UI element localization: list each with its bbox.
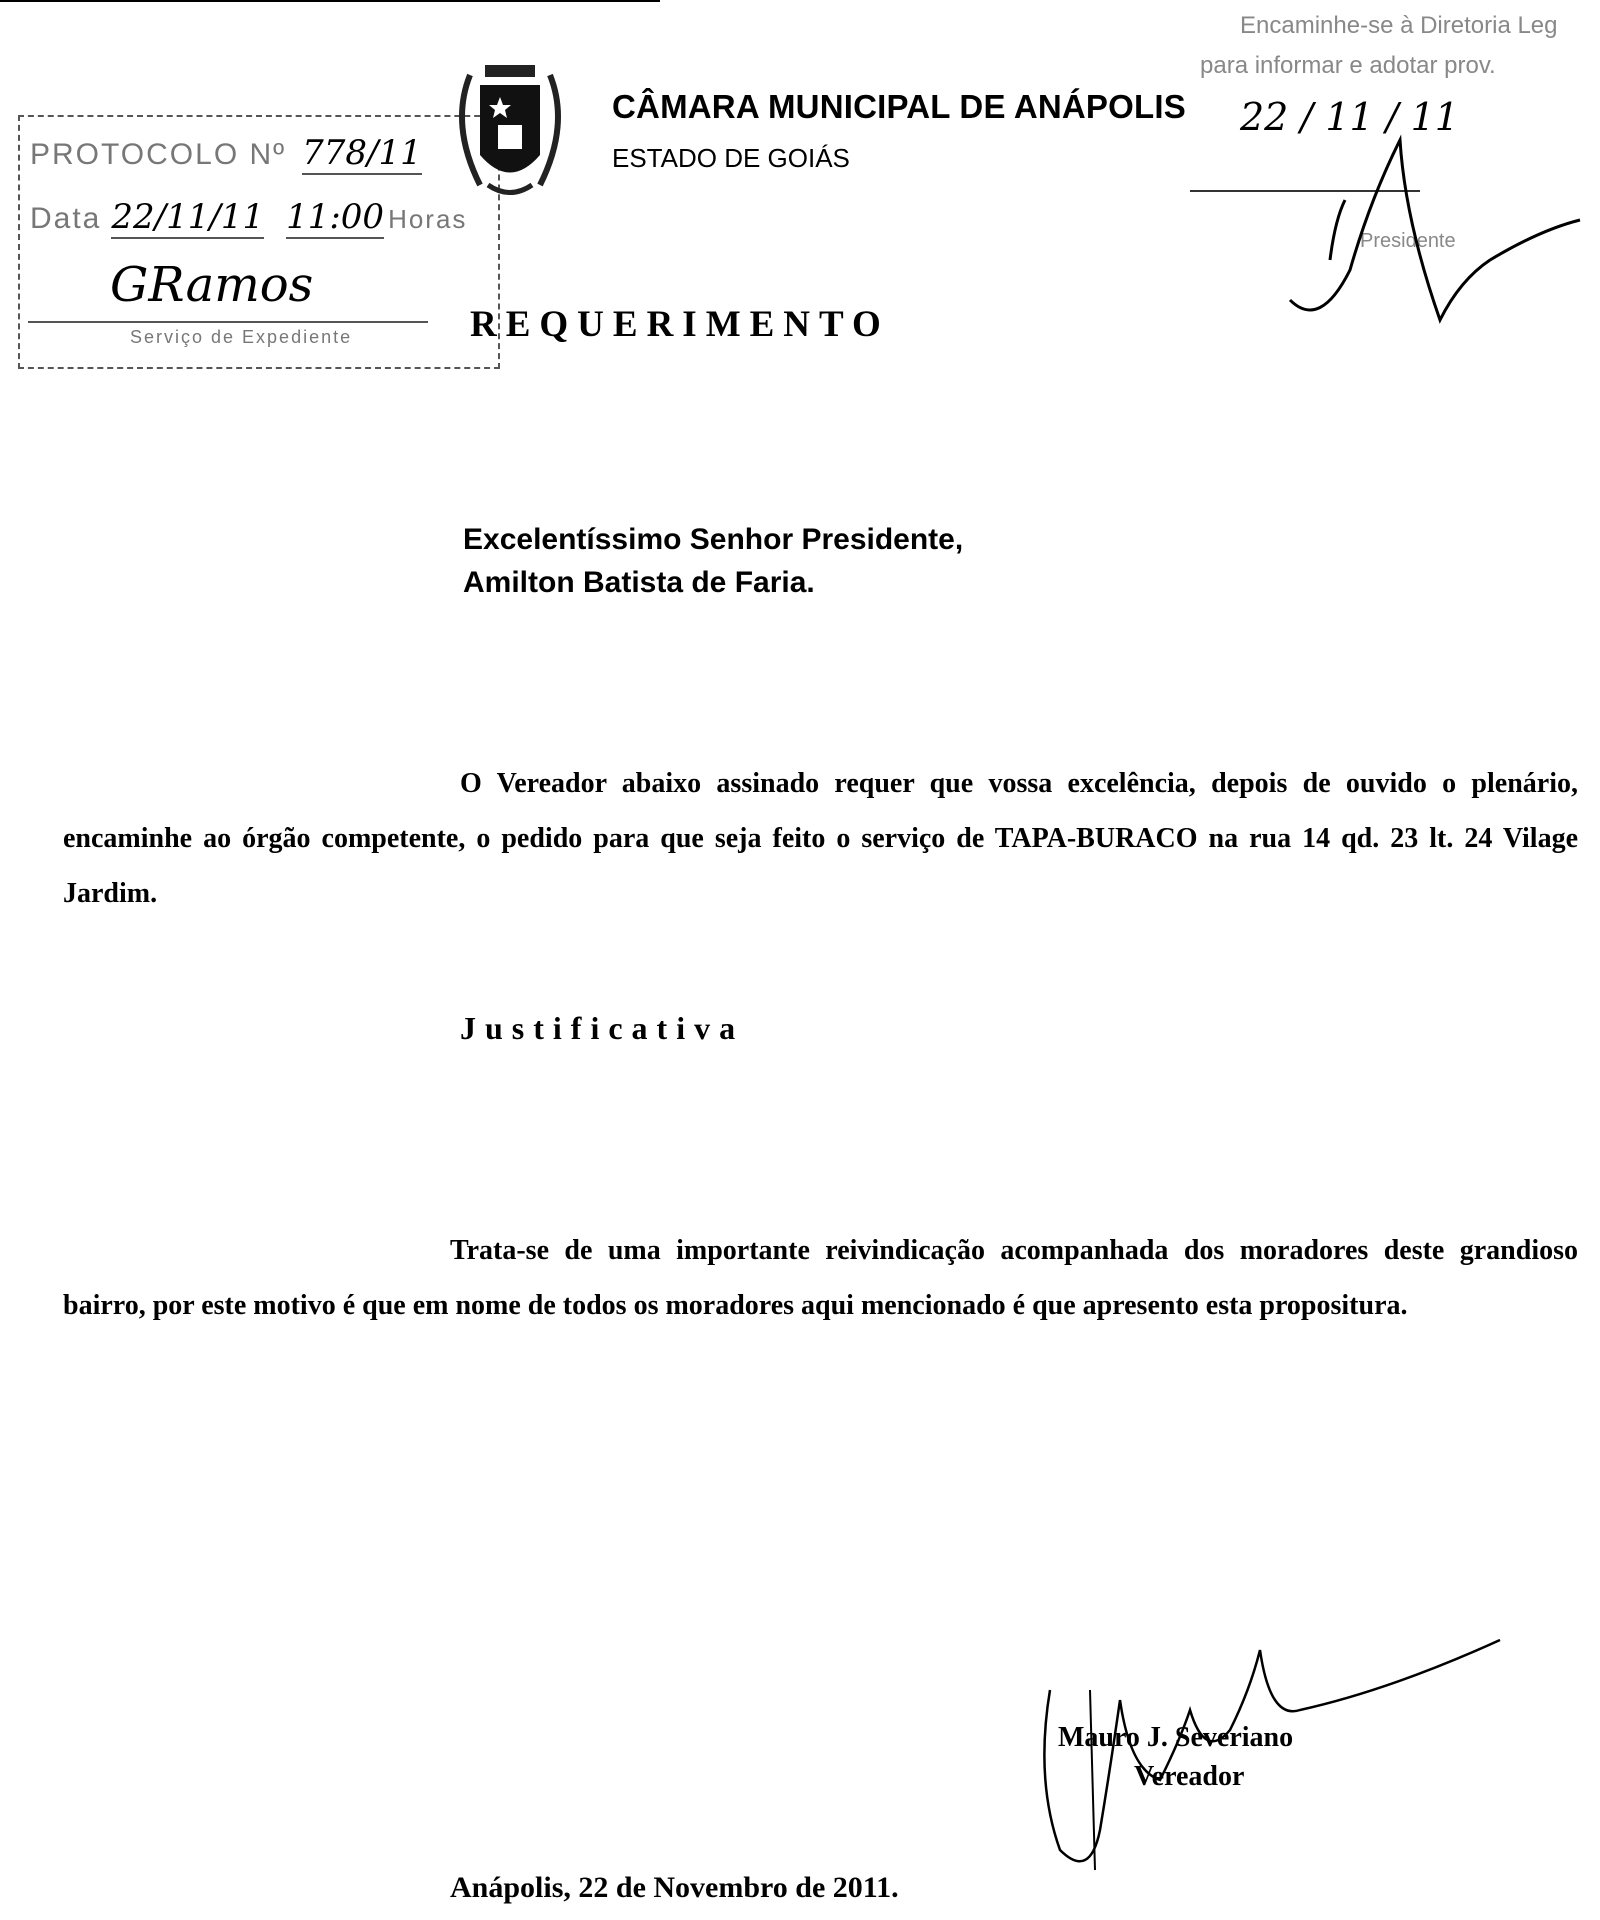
top-rule — [0, 0, 660, 2]
dispatch-line-1: Encaminhe-se à Diretoria Leg — [1240, 12, 1558, 39]
date-label: Data — [30, 202, 102, 235]
president-signature-icon — [1160, 100, 1600, 360]
institution-title: CÂMARA MUNICIPAL DE ANÁPOLIS — [612, 88, 1186, 125]
protocol-date-row — [30, 197, 467, 237]
place-and-date: Anápolis, 22 de Novembro de 2011. — [450, 1871, 899, 1904]
stamp-signature-line — [28, 321, 428, 323]
justification-paragraph: Trata-se de uma importante reivindicação acompanhada dos moradores deste grandioso bairro, por este motivo é que em nome de todos os moradores aqui mencionado é que apresento esta propositura. — [63, 1235, 1578, 1321]
signer-name: Mauro J. Severiano — [1058, 1722, 1294, 1753]
time-value: 11:00 — [286, 197, 385, 237]
dispatch-line-2: para informar e adotar prov. — [1200, 52, 1496, 79]
institution-subtitle: ESTADO DE GOIÁS — [612, 143, 850, 173]
signer-role: Vereador — [1134, 1761, 1245, 1792]
dispatch-stamp — [1160, 0, 1600, 360]
councilman-signature-icon — [1030, 1630, 1510, 1890]
protocol-label: PROTOCOLO Nº — [30, 138, 287, 171]
dispatch-role: Presidente — [1360, 230, 1456, 252]
justification-heading: Justificativa — [460, 1010, 745, 1046]
hours-label: Horas — [388, 204, 468, 234]
protocol-number: 778/11 — [302, 133, 422, 173]
municipal-crest-icon — [440, 55, 580, 205]
protocol-number-row — [30, 133, 422, 173]
protocol-stamp — [18, 115, 500, 369]
addressee-line-2: Amilton Batista de Faria. — [463, 566, 815, 599]
dispatch-date: 22 / 11 / 11 — [1240, 95, 1459, 139]
addressee-line-1: Excelentíssimo Senhor Presidente, — [463, 523, 964, 556]
clerk-signature: GRamos — [110, 257, 314, 313]
request-paragraph: O Vereador abaixo assinado requer que vossa excelência, depois de ouvido o plenário, encaminhe ao órgão competente, o pedido para que seja feito o serviço de TAPA-BURACO na rua 14 qd. 23 lt. 24 Vilage Jardim. — [63, 768, 1578, 909]
date-value: 22/11/11 — [111, 197, 265, 237]
addressee — [463, 518, 963, 604]
document-title: REQUERIMENTO — [470, 304, 890, 345]
department-label: Serviço de Expediente — [130, 327, 353, 347]
